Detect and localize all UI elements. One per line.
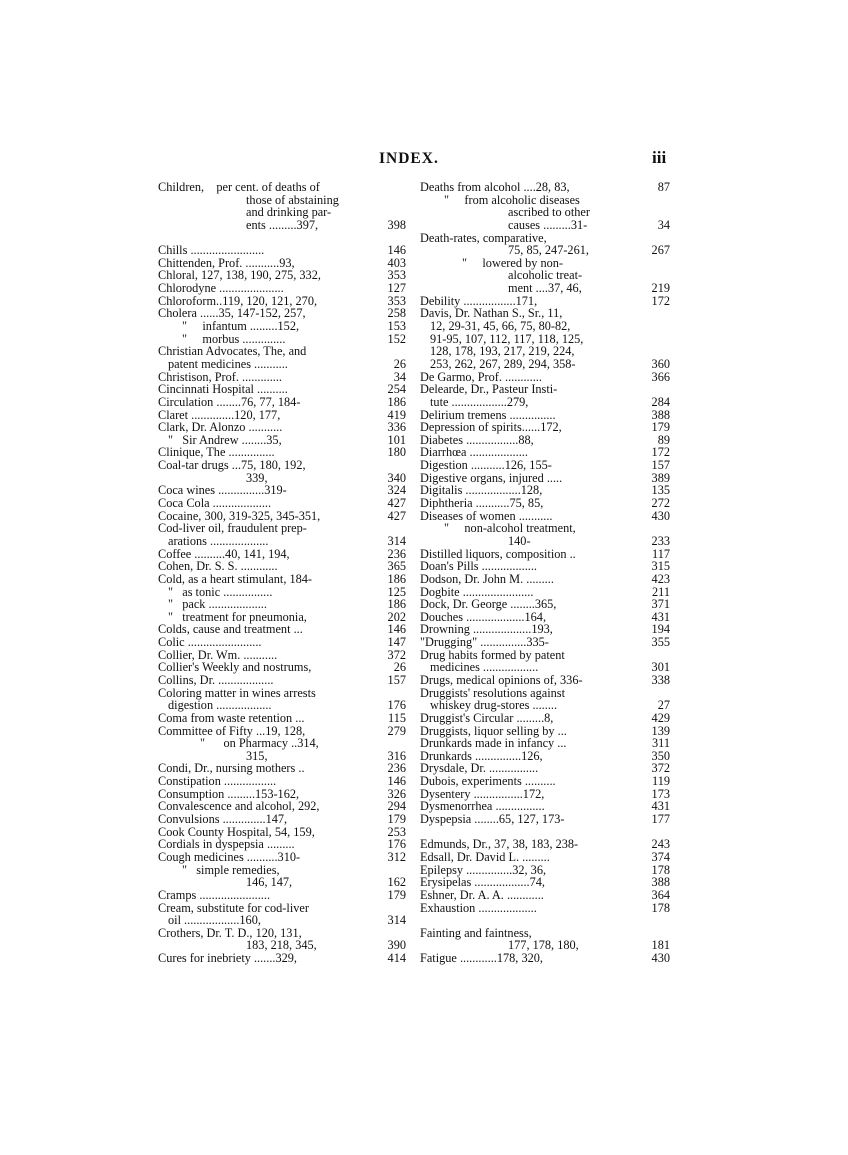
entry-page: 135	[651, 483, 670, 498]
entry-page: 172	[651, 445, 670, 460]
index-entry	[420, 573, 670, 586]
entry-text: Chittenden, Prof. ...........93,	[158, 255, 295, 270]
entry-page: 202	[387, 609, 406, 624]
entry-page: 430	[651, 508, 670, 523]
entry-page: 355	[651, 635, 670, 650]
entry-text: Cures for inebriety .......329,	[158, 951, 297, 966]
entry-text: 339,	[246, 470, 268, 485]
entry-text: Druggist's Circular .........8,	[420, 710, 554, 725]
index-entry	[420, 282, 670, 295]
entry-page: 419	[387, 407, 406, 422]
index-entry	[158, 674, 406, 687]
entry-text: Dyspepsia ........65, 127, 173-	[420, 812, 565, 827]
entry-text: Delirium tremens ...............	[420, 407, 556, 422]
entry-text: Claret ..............120, 177,	[158, 407, 281, 422]
index-entry	[420, 421, 670, 434]
index-entry	[420, 737, 670, 750]
index-entry	[158, 358, 406, 371]
entry-page: 243	[651, 837, 670, 852]
entry-text: Debility .................171,	[420, 293, 538, 308]
entry-text: ascribed to other	[508, 205, 590, 220]
index-entry	[420, 889, 670, 902]
entry-text: Dodson, Dr. John M. .........	[420, 571, 554, 586]
index-entry	[420, 383, 670, 396]
entry-text: Cocaine, 300, 319-325, 345-351,	[158, 508, 321, 523]
entry-text: oil ..................160,	[168, 913, 261, 928]
index-entry	[158, 421, 406, 434]
index-entry	[158, 320, 406, 333]
entry-page: 87	[657, 180, 670, 194]
index-entry	[158, 851, 406, 864]
index-entry	[158, 282, 406, 295]
entry-page: 366	[651, 369, 670, 384]
entry-page: 272	[651, 496, 670, 511]
entry-text: Cream, substitute for cod-liver	[158, 900, 309, 915]
entry-page: 117	[652, 546, 670, 561]
entry-text: 140-	[508, 533, 531, 548]
entry-page: 414	[387, 951, 406, 966]
entry-text: Circulation ........76, 77, 184-	[158, 394, 301, 409]
entry-page: 336	[387, 420, 406, 435]
entry-text: Deaths from alcohol ....28, 83,	[420, 180, 570, 194]
entry-text: " from alcoholic diseases	[444, 192, 580, 207]
entry-text: 146, 147,	[246, 875, 293, 890]
entry-page: 431	[651, 609, 670, 624]
entry-text: Drug habits formed by patent	[420, 647, 565, 662]
entry-text: Digestive organs, injured .....	[420, 470, 563, 485]
entry-text: Cramps .......................	[158, 887, 271, 902]
entry-text: ents .........397,	[246, 217, 319, 232]
entry-text: Cohen, Dr. S. S. ............	[158, 559, 278, 574]
entry-text: Douches ...................164,	[420, 609, 547, 624]
entry-text: Committee of Fifty ...19, 128,	[158, 723, 306, 738]
index-entry	[420, 902, 670, 915]
entry-page: 372	[387, 647, 406, 662]
entry-page: 219	[651, 281, 670, 296]
entry-text: Fainting and faintness,	[420, 925, 532, 940]
entry-page: 101	[387, 432, 406, 447]
index-entry	[420, 219, 670, 232]
entry-text: Druggists, liquor selling by ...	[420, 723, 567, 738]
entry-text: Consumption .........153-162,	[158, 786, 300, 801]
entry-text: Death-rates, comparative,	[420, 230, 547, 245]
entry-page: 139	[651, 723, 670, 738]
index-entry	[158, 244, 406, 257]
index-entry	[420, 560, 670, 573]
index-entry	[158, 699, 406, 712]
entry-text: Drunkards made in infancy ...	[420, 736, 567, 751]
entry-page: 267	[651, 243, 670, 258]
entry-text: Chloral, 127, 138, 190, 275, 332,	[158, 268, 321, 283]
entry-text: Collier, Dr. Wm. ...........	[158, 647, 278, 662]
entry-page: 236	[387, 546, 406, 561]
index-entry	[420, 522, 670, 535]
entry-page: 173	[651, 786, 670, 801]
entry-text: 177, 178, 180,	[508, 938, 579, 953]
entry-text: Cincinnati Hospital ..........	[158, 382, 288, 397]
entry-text: Dock, Dr. George ........365,	[420, 597, 557, 612]
entry-text: Depression of spirits......172,	[420, 420, 562, 435]
index-entry	[420, 320, 670, 333]
index-entry	[420, 535, 670, 548]
entry-page: 178	[651, 862, 670, 877]
entry-text: " Sir Andrew ........35,	[168, 432, 282, 447]
index-entry	[420, 851, 670, 864]
entry-page: 152	[387, 331, 406, 346]
entry-page: 179	[387, 812, 406, 827]
index-entry	[158, 636, 406, 649]
index-entry	[158, 914, 406, 927]
entry-text: 12, 29-31, 45, 66, 75, 80-82,	[430, 319, 571, 334]
entry-page: 172	[651, 293, 670, 308]
index-entry	[420, 813, 670, 826]
entry-page: 311	[652, 736, 670, 751]
entry-gap	[420, 914, 670, 927]
entry-text: whiskey drug-stores ........	[430, 698, 558, 713]
entry-page: 427	[387, 508, 406, 523]
index-entry	[420, 497, 670, 510]
entry-text: Edmunds, Dr., 37, 38, 183, 238-	[420, 837, 579, 852]
entry-page: 125	[387, 584, 406, 599]
index-entry	[158, 889, 406, 902]
index-column-left	[158, 181, 406, 965]
index-entry	[158, 712, 406, 725]
entry-text: Doan's Pills ..................	[420, 559, 537, 574]
entry-text: Cook County Hospital, 54, 159,	[158, 824, 315, 839]
entry-text: Condi, Dr., nursing mothers ..	[158, 761, 305, 776]
entry-text: Chlorodyne .....................	[158, 281, 284, 296]
entry-text: digestion ..................	[168, 698, 272, 713]
index-entry	[158, 459, 406, 472]
entry-page: 34	[657, 217, 670, 232]
entry-page: 279	[387, 723, 406, 738]
entry-text: Delearde, Dr., Pasteur Insti-	[420, 382, 558, 397]
entry-page: 26	[393, 356, 406, 371]
index-entry	[420, 396, 670, 409]
index-entry	[158, 497, 406, 510]
entry-text: Edsall, Dr. David L. .........	[420, 849, 550, 864]
entry-page: 233	[651, 533, 670, 548]
index-entry	[158, 813, 406, 826]
entry-text: " pack ...................	[168, 597, 267, 612]
index-entry	[158, 775, 406, 788]
index-entry	[158, 383, 406, 396]
entry-text: Coal-tar drugs ...75, 180, 192,	[158, 458, 306, 473]
entry-text: Eshner, Dr. A. A. ............	[420, 887, 544, 902]
index-entry	[420, 775, 670, 788]
entry-page: 179	[651, 420, 670, 435]
index-entry	[158, 535, 406, 548]
index-entry	[420, 181, 670, 194]
entry-text: 128, 178, 193, 217, 219, 224,	[430, 344, 575, 359]
entry-page: 254	[387, 382, 406, 397]
entry-page: 179	[387, 887, 406, 902]
entry-text: Convalescence and alcohol, 292,	[158, 799, 320, 814]
index-entry	[158, 598, 406, 611]
entry-text: Cod-liver oil, fraudulent prep-	[158, 521, 307, 536]
entry-page: 398	[387, 217, 406, 232]
entry-text: Coffee ..........40, 141, 194,	[158, 546, 290, 561]
entry-text: ment ....37, 46,	[508, 281, 582, 296]
page-title: INDEX.	[379, 150, 439, 167]
index-entry	[420, 876, 670, 889]
entry-text: Dubois, experiments ..........	[420, 774, 556, 789]
index-entry	[420, 459, 670, 472]
entry-text: Colds, cause and treatment ...	[158, 622, 303, 637]
entry-text: tute ..................279,	[430, 394, 529, 409]
entry-page: 127	[387, 281, 406, 296]
entry-text: Clark, Dr. Alonzo ...........	[158, 420, 283, 435]
entry-page: 153	[387, 319, 406, 334]
entry-text: Davis, Dr. Nathan S., Sr., 11,	[420, 306, 563, 321]
entry-text: Drunkards ...............126,	[420, 748, 543, 763]
entry-page: 353	[387, 268, 406, 283]
entry-page: 178	[651, 900, 670, 915]
entry-page: 431	[651, 799, 670, 814]
entry-text: 315,	[246, 748, 268, 763]
index-entry	[420, 699, 670, 712]
entry-page: 176	[387, 837, 406, 852]
index-entry	[420, 598, 670, 611]
entry-page: 312	[387, 849, 406, 864]
entry-text: Drowning ...................193,	[420, 622, 553, 637]
entry-page: 316	[387, 748, 406, 763]
entry-page: 258	[387, 306, 406, 321]
entry-text: " non-alcohol treatment,	[444, 521, 576, 536]
index-entry	[420, 712, 670, 725]
entry-page: 115	[388, 710, 406, 725]
entry-text: Coloring matter in wines arrests	[158, 685, 316, 700]
entry-page: 389	[651, 470, 670, 485]
entry-text: Epilepsy ...............32, 36,	[420, 862, 547, 877]
entry-page: 34	[393, 369, 406, 384]
entry-text: " lowered by non-	[462, 255, 563, 270]
entry-text: 253, 262, 267, 289, 294, 358-	[430, 356, 576, 371]
entry-text: Digitalis ..................128,	[420, 483, 543, 498]
entry-page: 177	[651, 812, 670, 827]
entry-text: De Garmo, Prof. ............	[420, 369, 542, 384]
entry-text: 91-95, 107, 112, 117, 118, 125,	[430, 331, 584, 346]
entry-page: 374	[651, 849, 670, 864]
index-entry	[420, 952, 670, 965]
entry-text: Diseases of women ...........	[420, 508, 553, 523]
entry-page: 294	[387, 799, 406, 814]
entry-text: 75, 85, 247-261,	[508, 243, 589, 258]
index-entry	[158, 181, 406, 194]
entry-page: 324	[387, 483, 406, 498]
entry-text: Druggists' resolutions against	[420, 685, 565, 700]
index-entry	[158, 396, 406, 409]
entry-page: 194	[651, 622, 670, 637]
entry-text: Crothers, Dr. T. D., 120, 131,	[158, 925, 302, 940]
entry-text: Coca wines ...............319-	[158, 483, 287, 498]
entry-text: medicines ..................	[430, 660, 539, 675]
entry-text: Convulsions ..............147,	[158, 812, 288, 827]
entry-page: 176	[387, 698, 406, 713]
entry-page: 388	[651, 875, 670, 890]
entry-page: 372	[651, 761, 670, 776]
entry-page: 427	[387, 496, 406, 511]
entry-page: 338	[651, 672, 670, 687]
entry-text: Digestion ...........126, 155-	[420, 458, 552, 473]
page-number: iii	[652, 148, 667, 167]
entry-text: Drugs, medical opinions of, 336-	[420, 672, 583, 687]
entry-text: Diarrhœa ...................	[420, 445, 528, 460]
index-entry	[420, 636, 670, 649]
entry-text: " as tonic ................	[168, 584, 273, 599]
entry-page: 430	[651, 951, 670, 966]
entry-text: patent medicines ...........	[168, 356, 288, 371]
entry-page: 326	[387, 786, 406, 801]
entry-text: Fatigue ............178, 320,	[420, 951, 543, 966]
entry-text: Chloroform..119, 120, 121, 270,	[158, 293, 318, 308]
entry-page: 186	[387, 571, 406, 586]
entry-page: 27	[657, 698, 670, 713]
entry-page: 360	[651, 356, 670, 371]
entry-text: Colic ........................	[158, 635, 262, 650]
entry-page: 26	[393, 660, 406, 675]
entry-text: Diabetes .................88,	[420, 432, 534, 447]
entry-text: Collins, Dr. ..................	[158, 672, 274, 687]
index-column-right	[420, 181, 670, 965]
entry-page: 162	[387, 875, 406, 890]
entry-page: 186	[387, 597, 406, 612]
index-entry	[158, 560, 406, 573]
entry-page: 180	[387, 445, 406, 460]
entry-text: Coma from waste retention ...	[158, 710, 305, 725]
entry-text: " on Pharmacy ..314,	[200, 736, 319, 751]
entry-page: 315	[651, 559, 670, 574]
entry-text: " simple remedies,	[182, 862, 280, 877]
entry-page: 340	[387, 470, 406, 485]
entry-text: Coca Cola ...................	[158, 496, 272, 511]
entry-text: Exhaustion ...................	[420, 900, 537, 915]
entry-page: 301	[651, 660, 670, 675]
entry-text: Collier's Weekly and nostrums,	[158, 660, 312, 675]
index-entry	[158, 219, 406, 232]
entry-text: Cold, as a heart stimulant, 184-	[158, 571, 313, 586]
entry-text: Cough medicines ..........310-	[158, 849, 301, 864]
entry-page: 181	[651, 938, 670, 953]
entry-text: Diphtheria ...........75, 85,	[420, 496, 544, 511]
entry-text: alcoholic treat-	[508, 268, 583, 283]
index-entry	[420, 358, 670, 371]
entry-text: " infantum .........152,	[182, 319, 300, 334]
entry-page: 388	[651, 407, 670, 422]
entry-page: 284	[651, 394, 670, 409]
entry-text: Cordials in dyspepsia .........	[158, 837, 295, 852]
entry-page: 157	[651, 458, 670, 473]
entry-text: those of abstaining	[246, 192, 339, 207]
entry-page: 423	[651, 571, 670, 586]
entry-page: 350	[651, 748, 670, 763]
entry-text: arations ...................	[168, 533, 269, 548]
entry-page: 147	[387, 635, 406, 650]
index-entry	[158, 952, 406, 965]
entry-page: 89	[657, 432, 670, 447]
entry-text: and drinking par-	[246, 205, 332, 220]
entry-page: 353	[387, 293, 406, 308]
entry-page: 364	[651, 887, 670, 902]
entry-page: 314	[387, 913, 406, 928]
entry-text: " treatment for pneumonia,	[168, 609, 307, 624]
entry-page: 429	[651, 710, 670, 725]
entry-text: Drysdale, Dr. ................	[420, 761, 539, 776]
entry-text: Children, per cent. of deaths of	[158, 180, 320, 194]
entry-page: 236	[387, 761, 406, 776]
index-entry	[420, 674, 670, 687]
entry-text: Christian Advocates, The, and	[158, 344, 307, 359]
entry-page: 211	[652, 584, 670, 599]
entry-page: 119	[652, 774, 670, 789]
entry-text: Clinique, The ...............	[158, 445, 275, 460]
index-entry	[158, 573, 406, 586]
entry-text: 183, 218, 345,	[246, 938, 317, 953]
entry-text: causes .........31-	[508, 217, 588, 232]
entry-text: Dysmenorrhea ................	[420, 799, 545, 814]
entry-text: Dysentery ................172,	[420, 786, 545, 801]
entry-text: Cholera ......35, 147-152, 257,	[158, 306, 306, 321]
entry-text: Distilled liquors, composition ..	[420, 546, 576, 561]
entry-text: Chills ........................	[158, 243, 265, 258]
entry-page: 146	[387, 622, 406, 637]
entry-page: 253	[387, 824, 406, 839]
entry-text: Erysipelas ..................74,	[420, 875, 546, 890]
entry-text: Christison, Prof. .............	[158, 369, 283, 384]
entry-page: 157	[387, 672, 406, 687]
entry-text: Constipation .................	[158, 774, 277, 789]
entry-page: 314	[387, 533, 406, 548]
entry-page: 403	[387, 255, 406, 270]
entry-page: 365	[387, 559, 406, 574]
entry-page: 146	[387, 774, 406, 789]
index-entry	[158, 737, 406, 750]
entry-page: 390	[387, 938, 406, 953]
entry-text: Dogbite .......................	[420, 584, 534, 599]
entry-page: 186	[387, 394, 406, 409]
index-entry	[420, 244, 670, 257]
entry-page: 371	[651, 597, 670, 612]
entry-text: "Drugging" ...............335-	[420, 635, 549, 650]
entry-page: 146	[387, 243, 406, 258]
index-entry	[158, 876, 406, 889]
entry-text: " morbus ..............	[182, 331, 286, 346]
